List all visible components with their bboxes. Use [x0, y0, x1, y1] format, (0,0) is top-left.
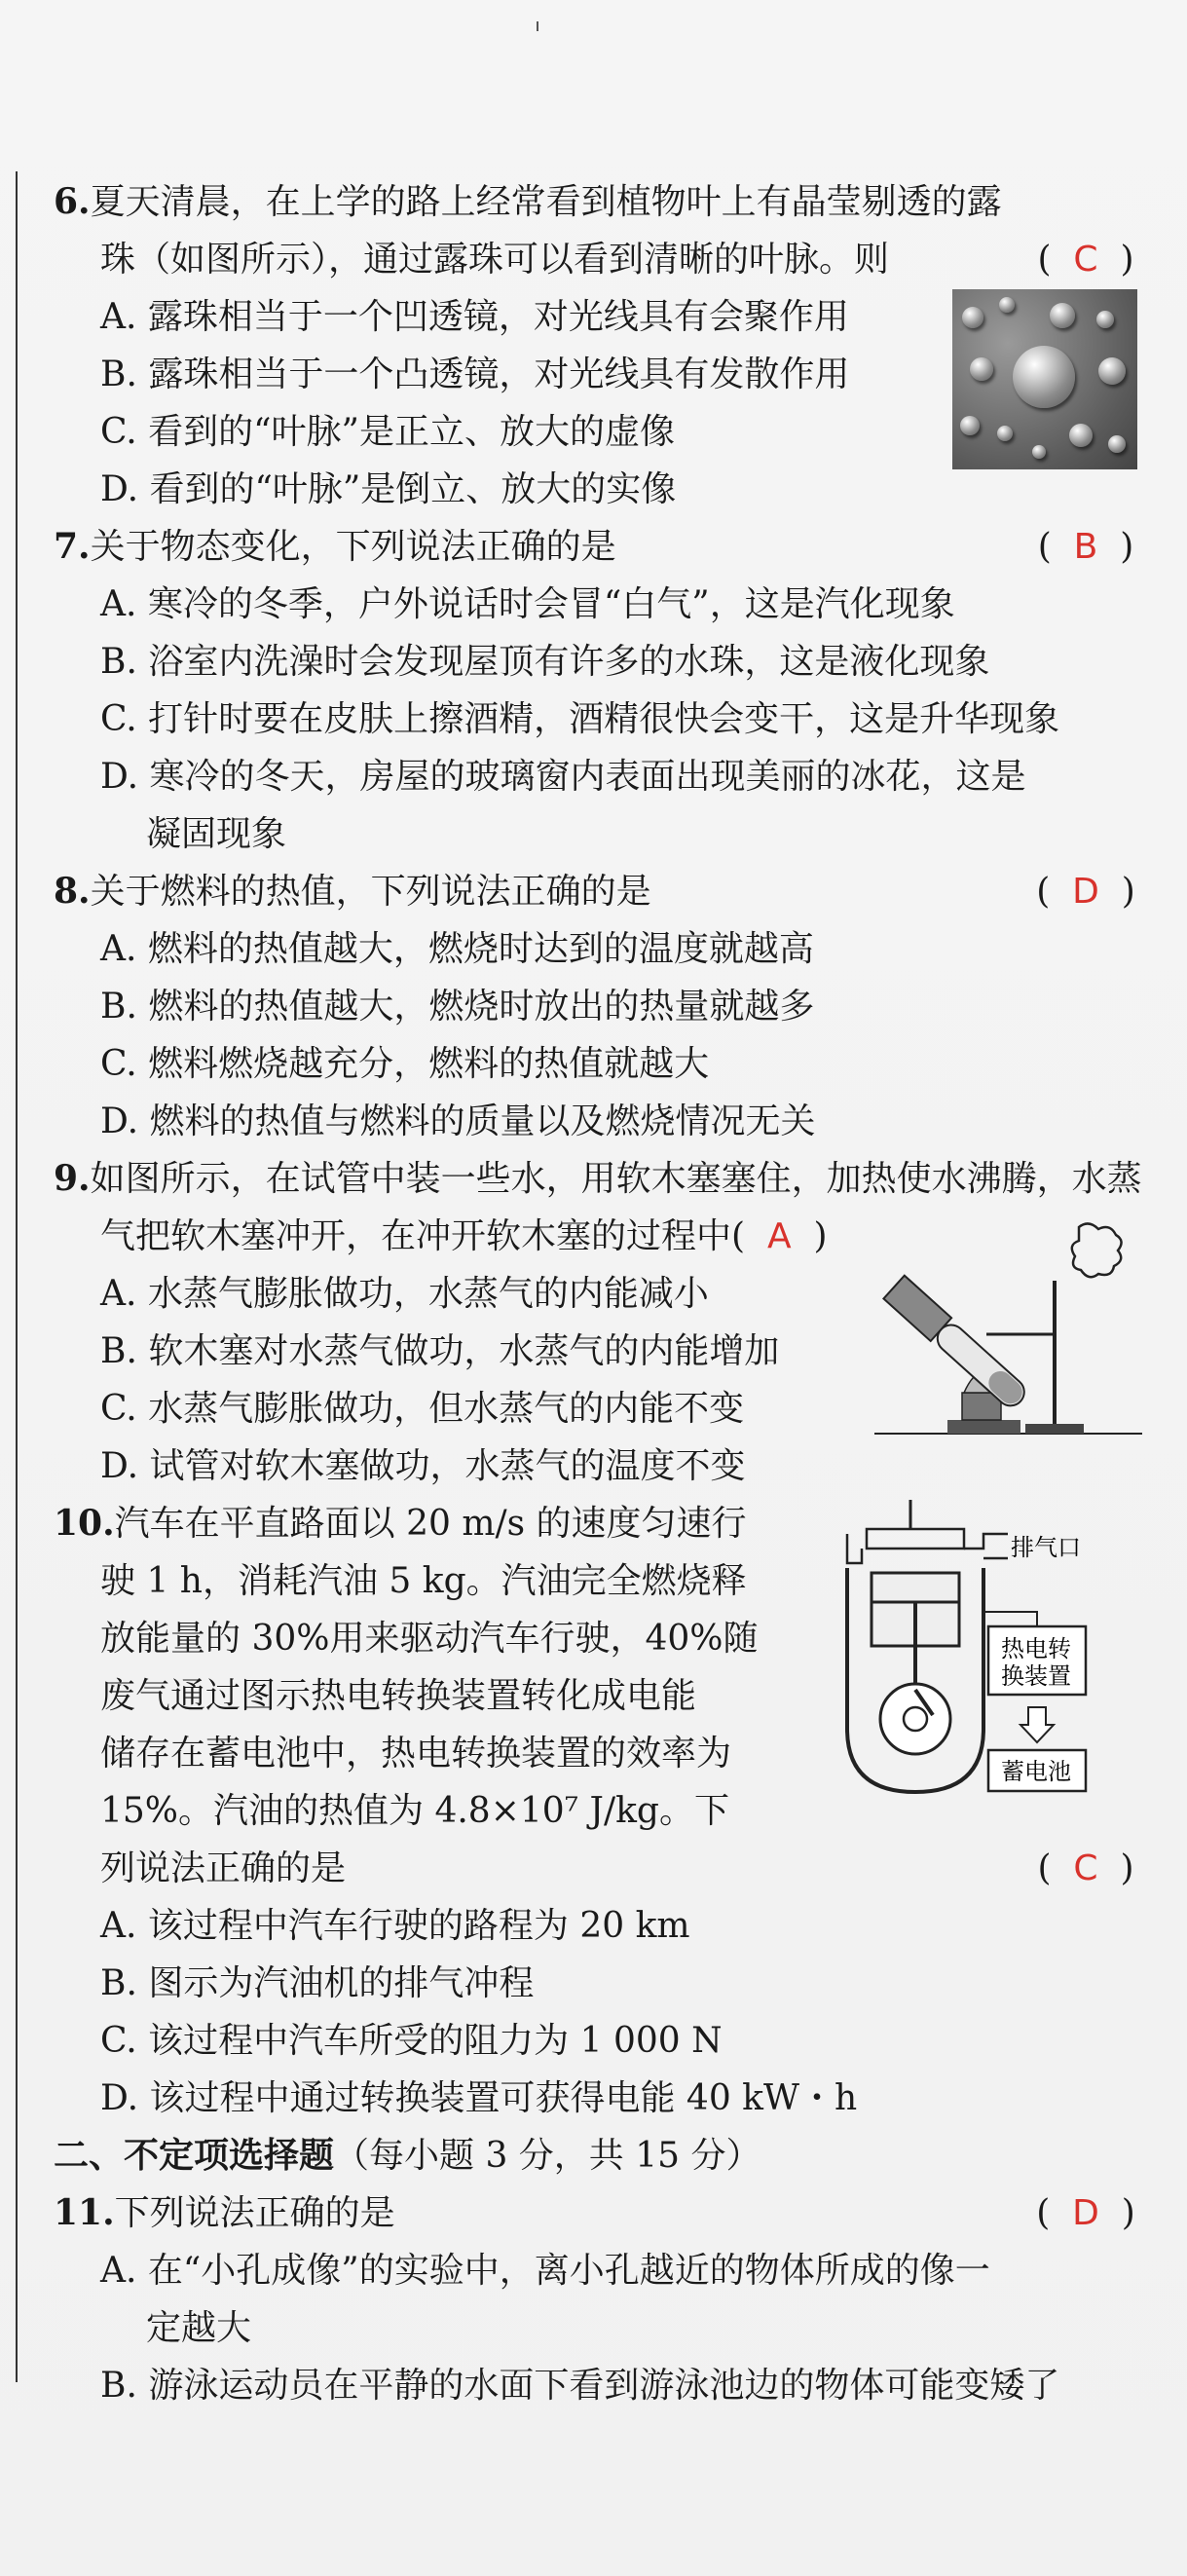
q11-number: 11.: [54, 2192, 115, 2233]
dew-drop: [1108, 435, 1126, 453]
q7-answer: B: [1073, 527, 1098, 567]
top-mark: [537, 21, 538, 31]
q6-answer-bracket: [1027, 231, 1144, 288]
dew-drop: [960, 416, 980, 435]
bracket-open: (: [1037, 240, 1052, 280]
bracket-close: ): [1120, 527, 1134, 567]
bracket-open: (: [1037, 527, 1052, 567]
dew-drop: [970, 357, 993, 381]
q6-stem-text-2: 珠（如图所示），通过露珠可以看到清晰的叶脉。则: [100, 240, 890, 280]
q9-answer-bracket: [731, 1216, 828, 1256]
q7-option-c: C. 打针时要在皮肤上擦酒精，酒精很快会变干，这是升华现象: [100, 699, 1060, 739]
q10-option-d: D. 该过程中通过转换装置可获得电能 40 kW・h: [100, 2078, 858, 2118]
q11-answer: D: [1072, 2193, 1099, 2233]
q6-option-a: A. 露珠相当于一个凹透镜，对光线具有会聚作用: [100, 297, 849, 337]
dew-drop: [1050, 303, 1075, 328]
engine-figure: [837, 1495, 1144, 1807]
q8-stem-line-1: [54, 863, 1144, 920]
q6-answer: C: [1073, 240, 1098, 280]
margin-rule: [16, 171, 18, 2382]
dew-drop: [1013, 346, 1075, 408]
dew-drop: [962, 307, 983, 328]
q8-option-d: D. 燃料的热值与燃料的质量以及燃烧情况无关: [100, 1101, 816, 1141]
q7-number: 7.: [54, 526, 91, 567]
q6-number: 6.: [54, 181, 91, 222]
q6-stem-line-1: [54, 173, 1144, 231]
q10-answer-bracket: [1027, 1840, 1144, 1897]
exhaust-port-label: 排气口: [1011, 1534, 1081, 1561]
q7-option-d-cont: 凝固现象: [146, 814, 287, 854]
q8-stem-text-1: 关于燃料的热值，下列说法正确的是: [90, 872, 651, 912]
q7-option-a: A. 寒冷的冬季，户外说话时会冒“白气”，这是汽化现象: [100, 584, 955, 624]
bracket-close: ): [1120, 1848, 1134, 1888]
battery-label: 蓄电池: [1001, 1758, 1071, 1785]
dew-drop: [1032, 445, 1046, 459]
q8-option-b: B. 燃料的热值越大，燃烧时放出的热量就越多: [100, 987, 815, 1027]
q9-option-a: A. 水蒸气膨胀做功，水蒸气的内能减小: [100, 1274, 709, 1314]
q10-stem-line-3: 放能量的 30%用来驱动汽车行驶，40%随: [100, 1619, 759, 1659]
q8-option-a: A. 燃料的热值越大，燃烧时达到的温度就越高: [100, 929, 814, 969]
dew-drop: [1096, 311, 1114, 328]
q10-number: 10.: [54, 1503, 115, 1544]
q7-stem-line-1: [54, 518, 1144, 576]
q8-option-c: C. 燃料燃烧越充分，燃料的热值就越大: [100, 1044, 710, 1084]
dew-drop-figure: [952, 289, 1137, 469]
q9-answer: A: [766, 1216, 792, 1256]
q11-option-a: A. 在“小孔成像”的实验中，离小孔越近的物体所成的像一: [100, 2251, 990, 2291]
q9-number: 9.: [54, 1158, 91, 1199]
bracket-open: (: [731, 1216, 746, 1256]
q8-answer: D: [1072, 872, 1099, 912]
dew-drop: [1098, 357, 1126, 385]
dew-drop: [997, 426, 1013, 441]
q10-stem-line-4: 废气通过图示热电转换装置转化成电能: [100, 1676, 697, 1716]
bracket-close: ): [1120, 240, 1134, 280]
q8-answer-bracket: [1027, 863, 1144, 920]
q7-option-d: D. 寒冷的冬天，房屋的玻璃窗内表面出现美丽的冰花，这是: [100, 757, 1026, 797]
bracket-close: ): [1121, 872, 1135, 912]
bracket-close: ): [813, 1216, 828, 1256]
q10-stem-line-5: 储存在蓄电池中，热电转换装置的效率为: [100, 1734, 732, 1773]
q10-option-c: C. 该过程中汽车所受的阻力为 1 000 N: [100, 2021, 723, 2061]
q11-option-b: B. 游泳运动员在平静的水面下看到游泳池边的物体可能变矮了: [100, 2366, 1060, 2406]
q11-option-a-cont: 定越大: [146, 2308, 252, 2348]
q10-answer: C: [1073, 1848, 1098, 1888]
q10-stem-line-2: 驶 1 h，消耗汽油 5 kg。汽油完全燃烧释: [100, 1561, 747, 1601]
dew-drop: [999, 297, 1015, 313]
q9-stem-text-2: 气把软木塞冲开，在冲开软木塞的过程中: [100, 1216, 732, 1256]
q6-option-b: B. 露珠相当于一个凸透镜，对光线具有发散作用: [100, 355, 850, 394]
test-tube-figure: [874, 1208, 1142, 1446]
q9-option-d: D. 试管对软木塞做功，水蒸气的温度不变: [100, 1446, 746, 1486]
q6-option-d: D. 看到的“叶脉”是倒立、放大的实像: [100, 469, 677, 509]
q6-stem-line-2: [54, 231, 1144, 288]
q9-stem-text-1: 如图所示，在试管中装一些水，用软木塞塞住，加热使水沸腾，水蒸: [90, 1159, 1142, 1199]
bracket-close: ): [1121, 2193, 1135, 2233]
q9-option-b: B. 软木塞对水蒸气做功，水蒸气的内能增加: [100, 1331, 780, 1371]
q10-stem-text-7: 列说法正确的是: [100, 1848, 347, 1888]
q6-option-c: C. 看到的“叶脉”是正立、放大的虚像: [100, 412, 675, 452]
dew-drop: [1069, 424, 1093, 447]
q9-option-c: C. 水蒸气膨胀做功，但水蒸气的内能不变: [100, 1389, 745, 1429]
q9-stem-line-1: [54, 1150, 1144, 1208]
bracket-open: (: [1037, 1848, 1052, 1888]
q10-stem-line-7: [54, 1840, 1144, 1897]
converter-label-1: 热电转: [1001, 1635, 1071, 1662]
q11-stem-line-1: [54, 2184, 1144, 2242]
q10-option-b: B. 图示为汽油机的排气冲程: [100, 1963, 535, 2003]
q11-answer-bracket: [1027, 2184, 1144, 2242]
section-2-heading: [54, 2127, 1144, 2184]
q10-stem-text-1: 汽车在平直路面以 20 m/s 的速度匀速行: [114, 1504, 747, 1544]
q8-number: 8.: [54, 871, 91, 912]
q7-stem-text-1: 关于物态变化，下列说法正确的是: [90, 527, 616, 567]
bracket-open: (: [1036, 872, 1051, 912]
q7-answer-bracket: [1027, 518, 1144, 576]
q11-stem-text-1: 下列说法正确的是: [114, 2193, 395, 2233]
bracket-open: (: [1036, 2193, 1051, 2233]
converter-label-2: 换装置: [1001, 1662, 1071, 1690]
q7-option-b: B. 浴室内洗澡时会发现屋顶有许多的水珠，这是液化现象: [100, 642, 990, 682]
section-2-note: （每小题 3 分，共 15 分）: [334, 2136, 761, 2176]
section-2-title: 二、不定项选择题: [54, 2135, 335, 2176]
q6-stem-text-1: 夏天清晨，在上学的路上经常看到植物叶上有晶莹剔透的露: [90, 182, 1002, 222]
q10-stem-line-6: 15%。汽油的热值为 4.8×10⁷ J/kg。下: [100, 1791, 729, 1831]
q10-option-a: A. 该过程中汽车行驶的路程为 20 km: [100, 1906, 690, 1946]
